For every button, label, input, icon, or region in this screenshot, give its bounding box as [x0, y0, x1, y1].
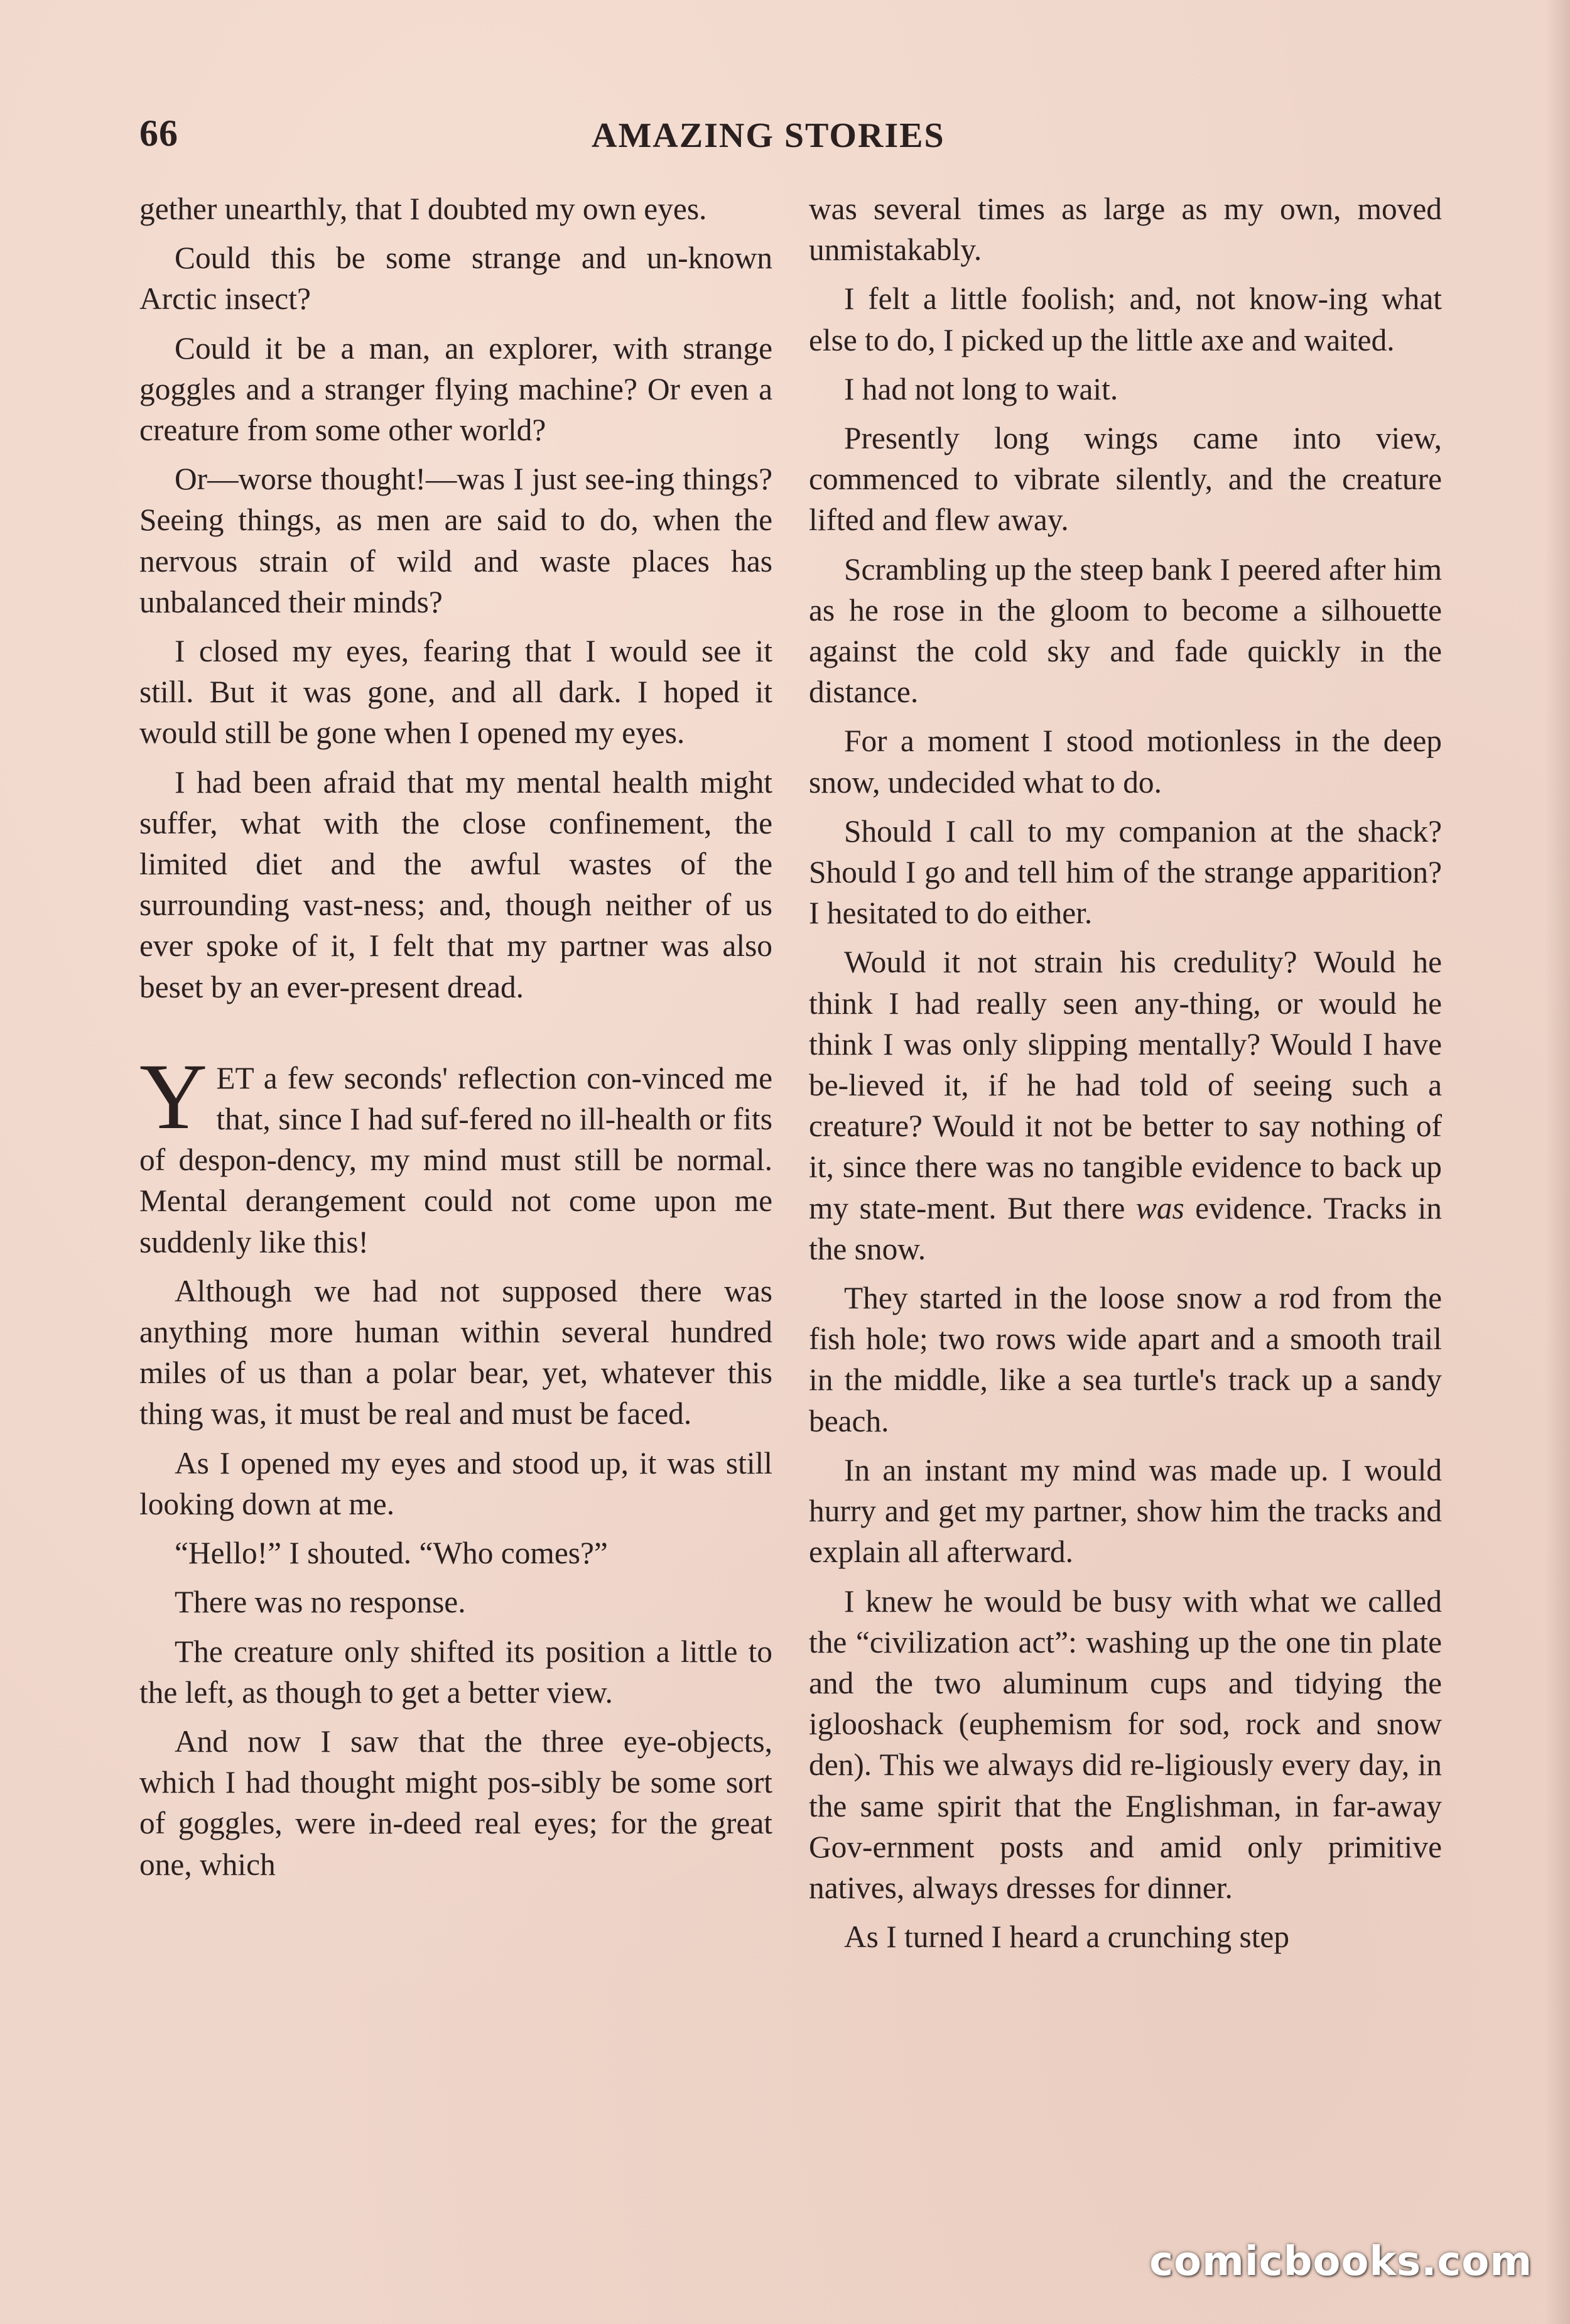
paragraph: Should I call to my companion at the shack? Should I go and tell him of the strange apparition? I hesitated to do either. — [809, 813, 1442, 931]
watermark: comicbooks.com — [1149, 2239, 1532, 2285]
paragraph: They started in the loose snow a rod from the fish hole; two rows wide apart and a smooth trail in the middle, like a sea turtle's track up a sandy beach. — [809, 1281, 1442, 1438]
section-paragraph — [139, 1044, 772, 1262]
paragraph: Could it be a man, an explorer, with strange goggles and a stranger flying machine? Or even a creature from some other world? — [139, 330, 772, 448]
paragraph: The creature only shifted its position a little to the left, as though to get a better view. — [139, 1634, 772, 1710]
paragraph: gether unearthly, that I doubted my own eyes. — [139, 192, 707, 226]
paragraph: I closed my eyes, fearing that I would see it still. But it was gone, and all dark. I hoped it would still be gone when I opened my eyes. — [139, 634, 772, 751]
paragraph: Or—worse thought!—was I just see-ing things? Seeing things, as men are said to do, when the nervous strain of wild and waste places has unbalanced their minds? — [139, 462, 772, 619]
paragraph-text: evidence. Tracks in the snow. — [809, 1190, 1442, 1266]
paragraph: Could this be some strange and un-known Arctic insect? — [139, 241, 772, 317]
right-column — [809, 188, 1442, 1965]
left-column — [139, 188, 772, 1893]
paragraph: For a moment I stood motionless in the deep snow, undecided what to do. — [809, 724, 1442, 800]
paragraph: There was no response. — [175, 1585, 466, 1620]
paragraph: As I opened my eyes and stood up, it was still looking down at me. — [139, 1445, 772, 1521]
paragraph-text: Would it not strain his credulity? Would he think I had really seen any-thing, or would he think I was only slipping mentally? Would I have be-lieved it, if he had told of seeing such a creature? Would it not be better to say nothing of it, since there was no tangible evidence to back up my state-ment. But there — [809, 945, 1442, 1225]
paragraph: As I turned I heard a crunching step — [844, 1919, 1290, 1955]
italic-word: was — [1135, 1190, 1184, 1225]
paragraph: I knew he would be busy with what we called the “civilization act”: washing up the one tin plate and the two aluminum cups and tidying the iglooshack (euphemism for sod, rock and snow den). This we always did re-ligiously every day, in the same spirit that the Englishman, in far-away Gov-ernment posts and amid only primitive natives, always dresses for dinner. — [809, 1583, 1442, 1905]
running-title: AMAZING STORIES — [592, 116, 945, 155]
page-header — [139, 112, 1444, 162]
paragraph: I had not long to wait. — [844, 371, 1118, 406]
paragraph: “Hello!” I shouted. “Who comes?” — [175, 1536, 608, 1571]
paragraph: I had been afraid that my mental health might suffer, what with the close confinement, the limited diet and the awful wastes of the surrounding vast-ness; and, though neither of us ever spoke of it, I felt that my partner was also beset by an ever-present dread. — [139, 764, 772, 1004]
paragraph: was several times as large as my own, moved unmistakably. — [809, 192, 1442, 268]
paragraph: Scrambling up the steep bank I peered after him as he rose in the gloom to become a silhouette against the cold sky and fade quickly in the distance. — [809, 551, 1442, 710]
drop-cap: Y — [139, 1044, 208, 1149]
page-number: 66 — [139, 112, 178, 154]
section-paragraph-text: ET a few seconds' reflection con-vinced me that, since I had suf-fered no ill-health or fits of despon-dency, my mind must still be normal. Mental derangement could not come upon me suddenly like this! — [139, 1060, 772, 1259]
paragraph: Presently long wings came into view, commenced to vibrate silently, and the creature lifted and flew away. — [809, 421, 1442, 538]
paragraph: And now I saw that the three eye-objects, which I had thought might pos-sibly be some sort of goggles, were in-deed real eyes; for the great one, which — [139, 1724, 772, 1882]
paragraph: In an instant my mind was made up. I would hurry and get my partner, show him the tracks and explain all afterward. — [809, 1452, 1442, 1570]
paragraph: Although we had not supposed there was anything more human within several hundred miles of us than a polar bear, yet, whatever this thing was, it must be real and must be faced. — [139, 1273, 772, 1431]
paragraph — [809, 942, 1442, 1269]
paragraph: I felt a little foolish; and, not know-ing what else to do, I picked up the little axe and waited. — [809, 281, 1442, 357]
page-edge-shadow — [1545, 0, 1570, 2324]
